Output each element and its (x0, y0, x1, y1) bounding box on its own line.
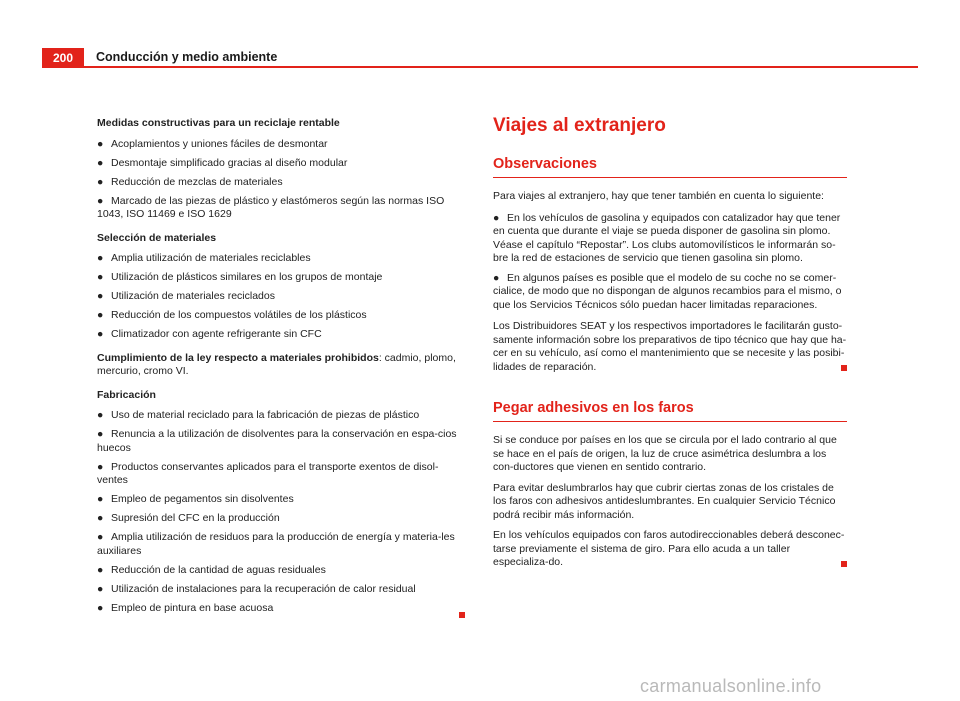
bullet-icon: ● (97, 601, 104, 614)
list-item: ● En los vehículos de gasolina y equipados con catalizador hay que tener en cuenta que durante el viaje se pueda disponer de gasolina sin plomo. Véase el capítulo “Repostar”. Los clubs automovilísticos le informarán so-bre la red de estaciones de servicio que tienen gasolina sin plomo. (493, 211, 841, 264)
bullet-icon: ● (97, 271, 104, 283)
prohibited-materials-paragraph: Cumplimiento de la ley respecto a materiales prohibidos: cadmio, plomo, mercurio, cromo VI. (97, 351, 456, 377)
list-item: ● Renuncia a la utilización de disolventes para la conservación en espa-cios huecos (97, 428, 457, 454)
prohibited-materials-label: Cumplimiento de la ley respecto a materiales prohibidos (97, 351, 379, 364)
bullet-icon: ● (97, 156, 104, 169)
bullet-icon: ● (97, 309, 104, 321)
bullet-icon: ● (493, 211, 500, 224)
running-header-title: Conducción y medio ambiente (96, 50, 278, 64)
section-heading-materials: Selección de materiales (97, 231, 217, 244)
headlights-paragraph-2: Para evitar deslumbrarlos hay que cubrir ciertas zonas de los cristales de los faros con adhesivos antideslumbrantes. En cualquier Servicio Técnico podrá recibir más información. (493, 481, 836, 521)
bullet-icon: ● (97, 290, 104, 302)
bullet-icon: ● (97, 328, 104, 340)
list-item: ● Empleo de pegamentos sin disolventes (97, 493, 294, 505)
section-end-marker (459, 612, 465, 618)
header-rule (84, 66, 918, 68)
bullet-icon: ● (97, 175, 104, 188)
bullet-icon: ● (97, 460, 104, 473)
page-number: 200 (42, 48, 84, 68)
bullet-icon: ● (97, 563, 104, 576)
dealers-paragraph: Los Distribuidores SEAT y los respectivos importadores le facilitarán gusto-samente información sobre los preparativos de tipo técnico que hay que ha-cer en su vehículo, así como el mantenimiento que se necesite y las posibi-lidades de reparación. (493, 320, 847, 373)
bullet-icon: ● (97, 137, 104, 150)
section-heading-recycling: Medidas constructivas para un reciclaje rentable (97, 117, 340, 129)
list-item: ● Amplia utilización de residuos para la producción de energía y materia-les auxiliares (97, 531, 455, 557)
list-item: ● Desmontaje simplificado gracias al diseño modular (97, 156, 348, 169)
bullet-icon: ● (493, 271, 500, 284)
list-item: ● Utilización de materiales reciclados (97, 290, 275, 302)
list-item: ● Utilización de instalaciones para la recuperación de calor residual (97, 582, 416, 595)
list-item: ● Amplia utilización de materiales reciclables (97, 252, 311, 264)
section-end-marker (841, 365, 847, 371)
list-item: ● Reducción de mezclas de materiales (97, 175, 283, 188)
list-item: ● Reducción de la cantidad de aguas residuales (97, 563, 326, 576)
list-item: ● Utilización de plásticos similares en los grupos de montaje (97, 271, 383, 283)
bullet-icon: ● (97, 531, 104, 543)
section-heading-manufacturing: Fabricación (97, 388, 156, 401)
chapter-heading: Viajes al extranjero (493, 115, 666, 136)
left-column (97, 117, 465, 618)
bullet-icon: ● (97, 512, 104, 524)
section-heading-headlights: Pegar adhesivos en los faros (493, 398, 847, 422)
list-item: ● Marcado de las piezas de plástico y elastómeros según las normas ISO 1043, ISO 11469 e ISO 1629 (97, 194, 445, 220)
section-end-marker (841, 561, 847, 567)
intro-paragraph: Para viajes al extranjero, hay que tener también en cuenta lo siguiente: (493, 190, 824, 202)
bullet-icon: ● (97, 409, 104, 421)
list-item: ● Uso de material reciclado para la fabricación de piezas de plástico (97, 409, 420, 421)
list-item: ● Acoplamientos y uniones fáciles de desmontar (97, 137, 328, 150)
list-item: ● Supresión del CFC en la producción (97, 512, 280, 524)
list-item: ● Empleo de pintura en base acuosa (97, 601, 274, 614)
bullet-icon: ● (97, 194, 104, 207)
list-item: ● Reducción de los compuestos volátiles de los plásticos (97, 309, 367, 321)
section-heading-observations: Observaciones (493, 154, 847, 178)
list-item: ● Productos conservantes aplicados para el transporte exentos de disol-ventes (97, 460, 439, 486)
headlights-paragraph-1: Si se conduce por países en los que se circula por el lado contrario al que se hace en el país de origen, la luz de cruce asimétrica deslumbra a los con-ductores que vienen en sentido contrario. (493, 434, 837, 473)
list-item: ● En algunos países es posible que el modelo de su coche no se comer-cialice, de modo que no dispongan de algunos recambios para el mismo, o que los Servicios Técnicos sólo puedan hacer limitadas reparaciones. (493, 271, 842, 311)
headlights-paragraph-3: En los vehículos equipados con faros autodireccionables deberá desconec-tarse previamente el sistema de giro. Para ello acuda a un taller especializa-do. (493, 529, 845, 568)
bullet-icon: ● (97, 582, 104, 595)
bullet-icon: ● (97, 252, 104, 264)
bullet-icon: ● (97, 428, 104, 440)
bullet-icon: ● (97, 493, 104, 505)
watermark-text: carmanualsonline.info (640, 676, 822, 696)
list-item: ● Climatizador con agente refrigerante sin CFC (97, 328, 322, 340)
right-column (493, 114, 847, 567)
